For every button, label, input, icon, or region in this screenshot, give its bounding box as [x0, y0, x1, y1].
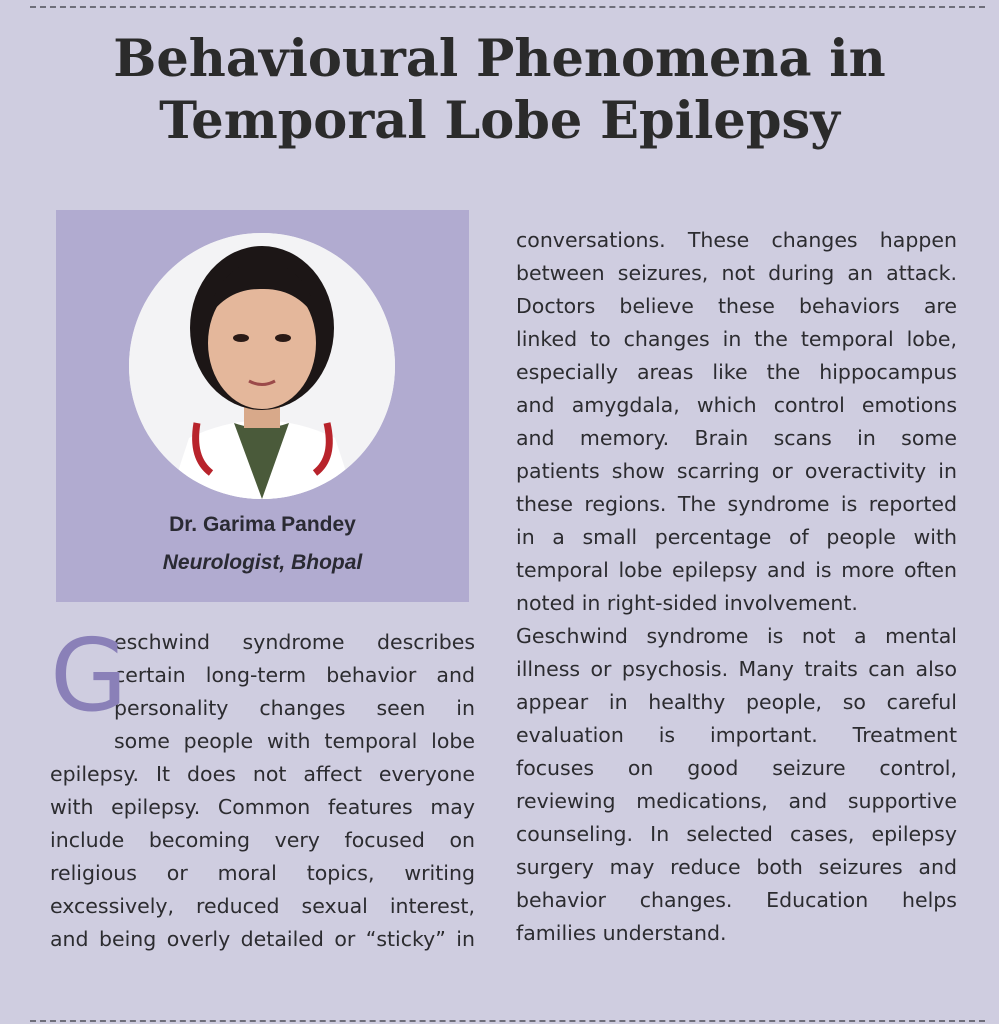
- article-title: [0, 28, 999, 152]
- paragraph-line: some people with temporal lobe: [114, 729, 475, 753]
- paragraph-line: linked to changes in the temporal lobe,: [516, 327, 957, 351]
- paragraph-line: these regions. The syndrome is reported: [516, 492, 957, 516]
- paragraph-line: include becoming very focused on: [50, 828, 475, 852]
- paragraph-line: and amygdala, which control emotions: [516, 393, 957, 417]
- paragraph-line: excessively, reduced sexual interest,: [50, 894, 475, 918]
- paragraph-line: noted in right-sided involvement.: [516, 591, 858, 615]
- drop-cap: G: [50, 617, 128, 734]
- author-profile-box: [56, 210, 469, 602]
- paragraph-line: especially areas like the hippocampus: [516, 360, 957, 384]
- paragraph-line: reviewing medications, and supportive: [516, 789, 957, 813]
- paragraph-line: counseling. In selected cases, epilepsy: [516, 822, 957, 846]
- paragraph-line: in a small percentage of people with: [516, 525, 957, 549]
- author-role: Neurologist, Bhopal: [162, 551, 363, 574]
- paragraph-line: evaluation is important. Treatment: [516, 723, 957, 747]
- paragraph-line: between seizures, not during an attack.: [516, 261, 957, 285]
- paragraph-line: religious or moral topics, writing: [50, 861, 475, 885]
- paragraph-line: families understand.: [516, 921, 727, 945]
- article-column-right: [516, 224, 957, 950]
- author-name: Dr. Garima Pandey: [169, 513, 356, 536]
- paragraph-line: eschwind syndrome describes: [114, 630, 475, 654]
- paragraph-line: Doctors believe these behaviors are: [516, 294, 957, 318]
- author-photo: [129, 233, 395, 499]
- title-line-1: Behavioural Phenomena in: [113, 29, 886, 89]
- paragraph-line: and memory. Brain scans in some: [516, 426, 957, 450]
- paragraph-line: epilepsy. It does not affect everyone: [50, 762, 475, 786]
- title-line-2: Temporal Lobe Epilepsy: [159, 91, 840, 151]
- paragraph-line: focuses on good seizure control,: [516, 756, 957, 780]
- paragraph-line: patients show scarring or overactivity in: [516, 459, 957, 483]
- paragraph-line: illness or psychosis. Many traits can also: [516, 657, 957, 681]
- paragraph-line: personality changes seen in: [114, 696, 475, 720]
- paragraph-line: and being overly detailed or “sticky” in: [50, 927, 475, 951]
- paragraph-line: conversations. These changes happen: [516, 228, 957, 252]
- paragraph-line: appear in healthy people, so careful: [516, 690, 957, 714]
- paragraph-line: surgery may reduce both seizures and: [516, 855, 957, 879]
- paragraph-line: Geschwind syndrome is not a mental: [516, 624, 957, 648]
- top-dashed-divider: [30, 6, 985, 8]
- paragraph-line: temporal lobe epilepsy and is more often: [516, 558, 957, 582]
- bottom-dashed-divider: [30, 1020, 985, 1022]
- paragraph-line: with epilepsy. Common features may: [50, 795, 475, 819]
- article-column-left: [50, 617, 475, 956]
- paragraph-line: behavior changes. Education helps: [516, 888, 957, 912]
- paragraph-line: certain long-term behavior and: [114, 663, 475, 687]
